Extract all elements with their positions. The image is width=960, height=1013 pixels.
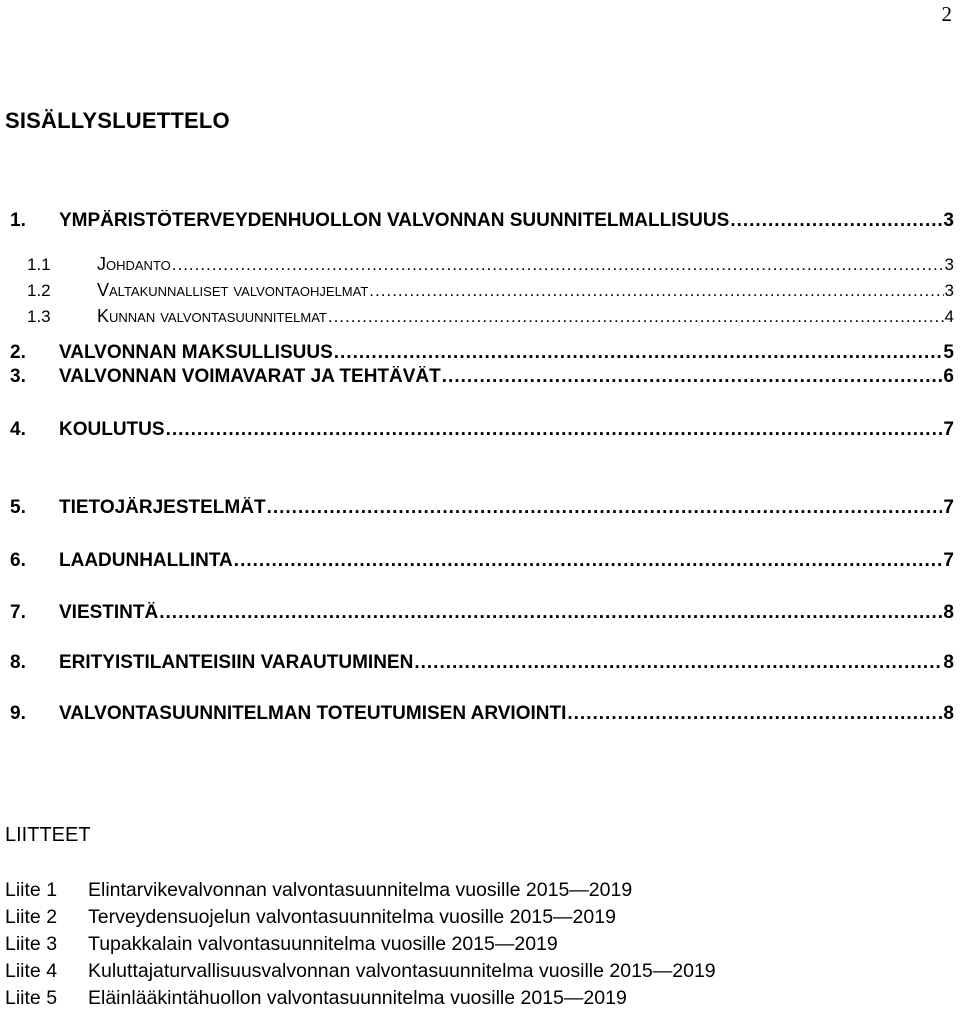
toc-leader-dots [334, 342, 943, 364]
appendix-title: Elintarvikevalvonnan valvontasuunnitelma vuosille 2015—2019 [88, 879, 633, 901]
toc-entry[interactable] [10, 366, 954, 388]
toc-entry-title: LAADUNHALLINTA [59, 550, 233, 571]
appendix-label: Liite 1 [5, 879, 58, 901]
appendix-label: Liite 5 [5, 987, 58, 1009]
appendix-title: Terveydensuojelun valvontasuunnitelma vuosille 2015—2019 [88, 906, 616, 928]
toc-entry[interactable] [10, 210, 954, 232]
appendix-item[interactable] [5, 879, 632, 902]
toc-entry[interactable] [10, 419, 954, 441]
toc-title: SISÄLLYSLUETTELO [5, 108, 230, 133]
toc-leader-dots [166, 419, 943, 441]
appendices-heading: LIITTEET [5, 824, 91, 846]
toc-entry[interactable] [27, 280, 954, 301]
toc-entry-title: Johdanto [97, 254, 171, 274]
toc-entry-number: 6. [10, 550, 26, 571]
toc-entry-number: 8. [10, 652, 26, 673]
appendix-item[interactable] [5, 960, 716, 983]
toc-entry[interactable] [10, 550, 954, 572]
toc-entry-page: 7 [943, 550, 954, 571]
toc-entry-number: 4. [10, 419, 26, 440]
appendix-item[interactable] [5, 987, 627, 1010]
toc-entry-number: 9. [10, 703, 26, 724]
appendix-item[interactable] [5, 906, 616, 929]
appendix-item[interactable] [5, 933, 558, 956]
toc-entry[interactable] [27, 306, 954, 327]
toc-leader-dots [414, 652, 942, 674]
toc-entry-page: 7 [943, 497, 954, 518]
appendix-label: Liite 4 [5, 960, 58, 982]
toc-entry-title: VALVONTASUUNNITELMAN TOTEUTUMISEN ARVIOINTI [59, 703, 567, 724]
toc-entry-title: VALVONNAN MAKSULLISUUS [59, 342, 333, 363]
toc-entry-page: 3 [944, 281, 954, 300]
toc-entry[interactable] [10, 342, 954, 364]
toc-entry-page: 5 [943, 342, 954, 363]
toc-entry-title: YMPÄRISTÖTERVEYDENHUOLLON VALVONNAN SUUNNITELMALLISUUS [59, 210, 730, 231]
toc-leader-dots [730, 210, 942, 232]
toc-entry[interactable] [10, 652, 954, 674]
toc-entry-number: 7. [10, 602, 26, 623]
toc-entry-page: 3 [943, 210, 954, 231]
appendix-title: Kuluttajaturvallisuusvalvonnan valvontasuunnitelma vuosille 2015—2019 [88, 960, 716, 982]
toc-leader-dots [159, 602, 942, 624]
toc-entry-page: 7 [943, 419, 954, 440]
toc-entry-page: 8 [943, 602, 954, 623]
toc-entry-title: ERITYISTILANTEISIIN VARAUTUMINEN [59, 652, 414, 673]
toc-entry[interactable] [10, 703, 954, 725]
appendix-title: Eläinlääkintähuollon valvontasuunnitelma vuosille 2015—2019 [88, 987, 627, 1009]
toc-entry-number: 1. [10, 210, 26, 231]
appendix-title: Tupakkalain valvontasuunnitelma vuosille 2015—2019 [88, 933, 558, 955]
toc-entry-page: 4 [944, 307, 954, 326]
toc-leader-dots [567, 703, 942, 725]
toc-entry-number: 5. [10, 497, 26, 518]
toc-entry-page: 8 [943, 703, 954, 724]
toc-entry[interactable] [10, 497, 954, 519]
toc-leader-dots [234, 550, 943, 572]
toc-entry-number: 1.3 [27, 307, 51, 326]
toc-leader-dots [267, 497, 943, 519]
toc-leader-dots [442, 366, 943, 388]
page-number: 2 [941, 2, 952, 26]
toc-entry-title: KOULUTUS [59, 419, 165, 440]
toc-entry-page: 8 [943, 652, 954, 673]
toc-entry-title: TIETOJÄRJESTELMÄT [59, 497, 266, 518]
toc-entry-number: 1.1 [27, 255, 51, 274]
toc-entry-number: 3. [10, 366, 26, 387]
toc-entry-title: Valtakunnalliset valvontaohjelmat [97, 280, 369, 300]
appendix-label: Liite 2 [5, 906, 58, 928]
toc-entry-title: VIESTINTÄ [59, 602, 159, 623]
toc-entry[interactable] [27, 254, 954, 275]
toc-leader-dots [369, 281, 943, 301]
toc-entry-page: 6 [943, 366, 954, 387]
appendix-label: Liite 3 [5, 933, 58, 955]
toc-entry-number: 1.2 [27, 281, 51, 300]
toc-entry-title: Kunnan valvontasuunnitelmat [97, 306, 327, 326]
toc-entry-page: 3 [944, 255, 954, 274]
toc-entry[interactable] [10, 602, 954, 624]
toc-leader-dots [172, 255, 944, 275]
toc-entry-number: 2. [10, 342, 26, 363]
toc-entry-title: VALVONNAN VOIMAVARAT JA TEHTÄVÄT [59, 366, 441, 387]
toc-leader-dots [328, 307, 944, 327]
